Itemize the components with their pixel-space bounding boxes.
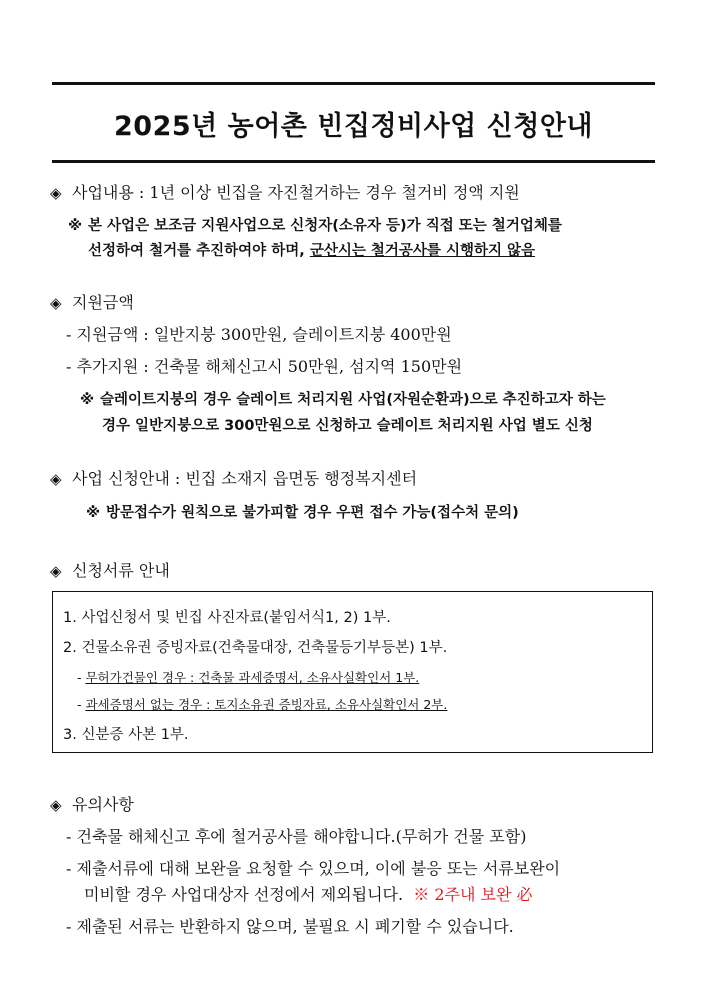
document-subitem: - 무허가건물인 경우 : 건축물 과세증명서, 소유사실확인서 1부. xyxy=(77,670,420,685)
note-line: 경우 일반지붕으로 300만원으로 신청하고 슬레이트 처리지원 사업 별도 신청 xyxy=(102,418,593,434)
diamond-bullet-icon: ◈ xyxy=(50,294,62,312)
note-line: ※ 본 사업은 보조금 지원사업으로 신청자(소유자 등)가 직접 또는 철거업체를 xyxy=(68,218,562,234)
reference-mark-icon: ※ xyxy=(86,505,101,521)
diamond-bullet-icon: ◈ xyxy=(50,796,62,814)
page-title: 2025년 농어촌 빈집정비사업 신청안내 xyxy=(114,111,593,142)
section-required-documents xyxy=(50,558,170,581)
deadline-note: ※ 2주내 보완 必 xyxy=(413,885,533,904)
section-support-amount xyxy=(50,290,134,313)
section-label: 사업내용 : 1년 이상 빈집을 자진철거하는 경우 철거비 정액 지원 xyxy=(72,183,520,202)
list-item: - 지원금액 : 일반지붕 300만원, 슬레이트지붕 400만원 xyxy=(66,325,452,344)
list-item: - 제출서류에 대해 보완을 요청할 수 있으며, 이에 불응 또는 서류보완이 xyxy=(66,859,561,878)
document-item: 2. 건물소유권 증빙자료(건축물대장, 건축물등기부등본) 1부. xyxy=(63,640,448,656)
list-item: - 추가지원 : 건축물 해체신고시 50만원, 섬지역 150만원 xyxy=(66,357,463,376)
section-label: 지원금액 xyxy=(72,293,134,312)
reference-mark-icon: ※ xyxy=(80,392,95,408)
list-item: - 제출된 서류는 반환하지 않으며, 불필요 시 폐기할 수 있습니다. xyxy=(66,917,514,936)
document-subitem: - 과세증명서 없는 경우 : 토지소유권 증빙자료, 소유사실확인서 2부. xyxy=(77,697,448,712)
documents-box xyxy=(52,591,653,753)
note-line: 선정하여 철거를 추진하여야 하며, 군산시는 철거공사를 시행하지 않음 xyxy=(88,243,536,259)
section-business-content xyxy=(50,180,520,203)
title-bottom-rule xyxy=(52,160,655,163)
diamond-bullet-icon: ◈ xyxy=(50,184,62,202)
list-item: 미비할 경우 사업대상자 선정에서 제외됩니다. ※ 2주내 보완 必 xyxy=(84,885,533,904)
diamond-bullet-icon: ◈ xyxy=(50,470,62,488)
underlined-note: 군산시는 철거공사를 시행하지 않음 xyxy=(309,243,536,259)
reference-mark-icon: ※ xyxy=(68,218,83,234)
section-precautions xyxy=(50,792,134,815)
section-label: 사업 신청안내 : 빈집 소재지 읍면동 행정복지센터 xyxy=(72,469,418,488)
diamond-bullet-icon: ◈ xyxy=(50,562,62,580)
list-item: - 건축물 해체신고 후에 철거공사를 해야합니다.(무허가 건물 포함) xyxy=(66,827,527,846)
document-item: 3. 신분증 사본 1부. xyxy=(63,727,189,743)
document-item: 1. 사업신청서 및 빈집 사진자료(붙임서식1, 2) 1부. xyxy=(63,610,391,626)
note-line: ※ 방문접수가 원칙으로 불가피할 경우 우편 접수 가능(접수처 문의) xyxy=(86,505,519,521)
section-label: 신청서류 안내 xyxy=(72,561,170,580)
title-top-rule xyxy=(52,82,655,85)
note-line: ※ 슬레이트지붕의 경우 슬레이트 처리지원 사업(자원순환과)으로 추진하고자 하는 xyxy=(80,392,606,408)
section-label: 유의사항 xyxy=(72,795,134,814)
section-application-info xyxy=(50,466,417,489)
